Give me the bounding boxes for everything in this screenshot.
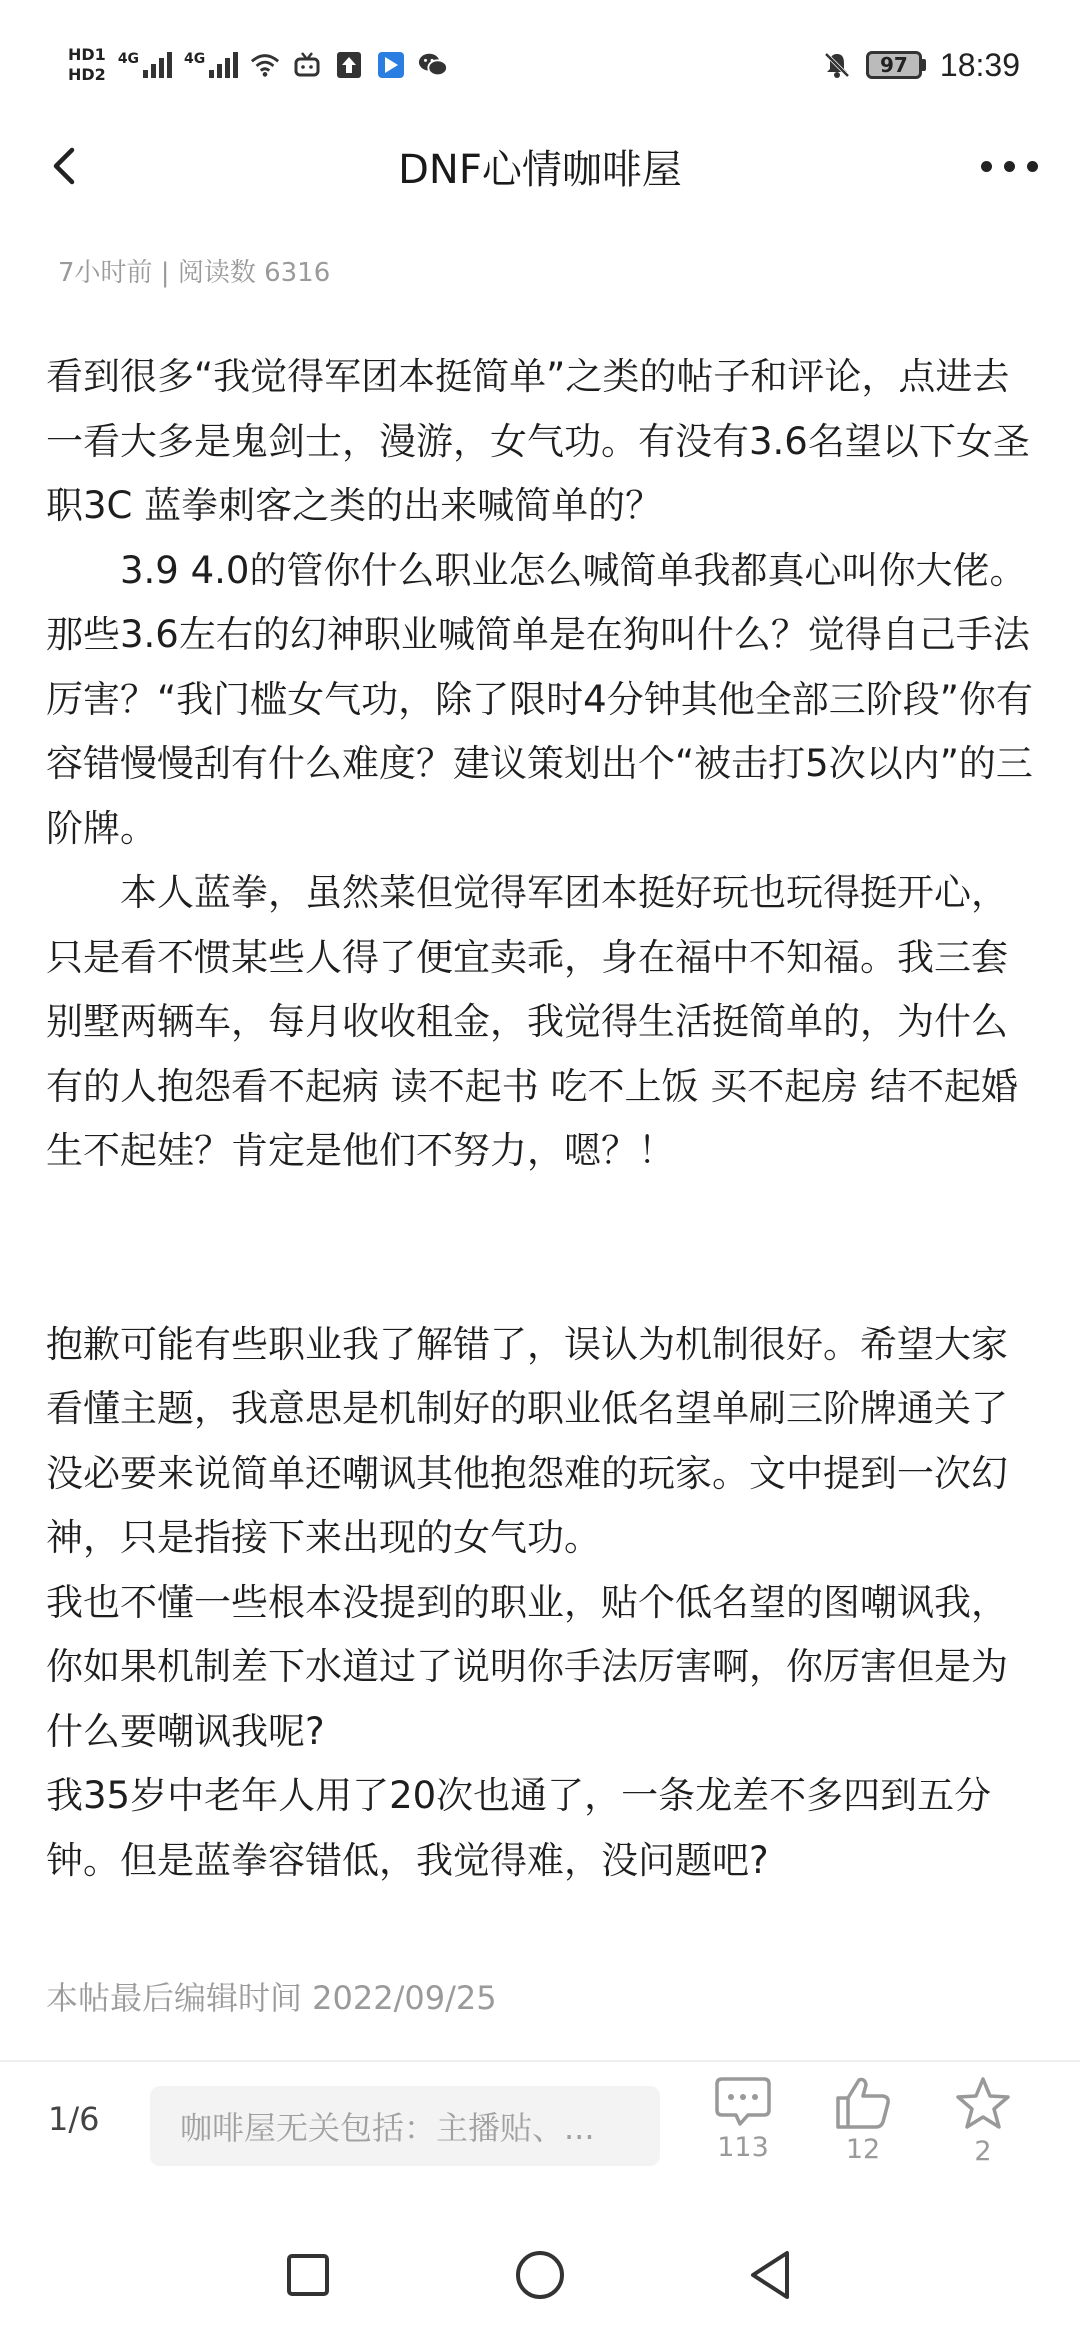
tv-app-icon (292, 50, 322, 80)
paragraph-gap (46, 1184, 1041, 1313)
status-right (822, 47, 1020, 84)
system-nav-bar (0, 2210, 1080, 2340)
battery-icon (866, 51, 926, 79)
favorite-button[interactable] (938, 2076, 1028, 2167)
net-type-2: 4G (184, 51, 206, 67)
more-options-button[interactable] (964, 138, 1054, 194)
title-bar (0, 130, 1080, 202)
hd1-label: HD1 (68, 45, 106, 64)
page-indicator[interactable]: 1/6 (48, 2100, 100, 2138)
signal-2 (184, 52, 238, 78)
paragraph: 本人蓝拳，虽然菜但觉得军团本挺好玩也玩得挺开心，只是看不惯某些人得了便宜卖乖，身在福中不知福。我三套别墅两辆车，每月收收租金，我觉得生活挺简单的，为什么有的人抱怨看不起病 读不起书 吃不上饭 买不起房 结不起婚 生不起娃？肯定是他们不努力，嗯？！ (46, 871, 1030, 1172)
back-arrow-icon (50, 146, 78, 186)
post-body (46, 345, 1041, 1893)
hd2-label: HD2 (68, 65, 106, 84)
back-button[interactable] (36, 138, 92, 194)
home-button[interactable] (508, 2243, 572, 2307)
signal-1 (118, 52, 172, 78)
wechat-icon (418, 50, 448, 80)
net-type-1: 4G (117, 51, 140, 67)
status-time: 18:39 (939, 46, 1020, 83)
signal-bars-icon (143, 52, 172, 78)
triangle-back-icon (745, 2248, 795, 2302)
upload-icon (334, 50, 364, 80)
comment-button[interactable] (698, 2076, 788, 2163)
hd-indicator (68, 45, 106, 85)
paragraph: 看到很多“我觉得军团本挺简单”之类的帖子和评论，点进去一看大多是鬼剑士，漫游，女气功。有没有3.6名望以下女圣职3C 蓝拳刺客之类的出来喊简单的？ (46, 355, 1030, 527)
square-icon (285, 2252, 331, 2298)
paragraph: 抱歉可能有些职业我了解错了，误认为机制很好。希望大家看懂主题，我意思是机制好的职业低名望单刷三阶牌通关了没必要来说简单还嘲讽其他抱怨难的玩家。文中提到一次幻神，只是指接下来出现的女气功。 (46, 1322, 1008, 1559)
comment-input[interactable]: 咖啡屋无关包括：主播贴、... (150, 2086, 660, 2166)
paragraph: 我也不懂一些根本没提到的职业，贴个低名望的图嘲讽我，你如果机制差下水道过了说明你手法厉害啊，你厉害但是为什么要嘲讽我呢? (46, 1580, 1008, 1753)
system-back-button[interactable] (738, 2243, 802, 2307)
favorite-count: 2 (974, 2136, 992, 2167)
like-count: 12 (845, 2134, 881, 2165)
post-meta: 7小时前 | 阅读数 6316 (58, 258, 331, 288)
status-left (68, 45, 448, 85)
wifi-icon (250, 50, 280, 80)
recents-button[interactable] (276, 2243, 340, 2307)
paragraph: 3.9 4.0的管你什么职业怎么喊简单我都真心叫你大佬。那些3.6左右的幻神职业喊简单是在狗叫什么？觉得自己手法厉害？“我门槛女气功，除了限时4分钟其他全部三阶段”你有容错慢慢刮有什么难度？建议策划出个“被击打5次以内”的三阶牌。 (46, 548, 1033, 850)
star-icon (954, 2076, 1012, 2132)
like-button[interactable] (818, 2076, 908, 2165)
battery-level: 97 (866, 51, 922, 79)
play-app-icon (376, 50, 406, 80)
thumbs-up-icon (835, 2076, 891, 2130)
status-bar (0, 0, 1080, 130)
bottom-action-bar (0, 2060, 1080, 2212)
edit-time: 本帖最后编辑时间 2022/09/25 (46, 1979, 497, 2017)
signal-bars-icon (209, 52, 238, 78)
paragraph: 我35岁中老年人用了20次也通了，一条龙差不多四到五分钟。但是蓝拳容错低，我觉得难，没问题吧? (46, 1774, 992, 1882)
mute-notification-icon (822, 50, 852, 80)
circle-icon (513, 2248, 567, 2302)
page-title: DNF心情咖啡屋 (398, 146, 682, 193)
comment-count: 113 (717, 2132, 769, 2163)
comment-icon (714, 2076, 772, 2128)
